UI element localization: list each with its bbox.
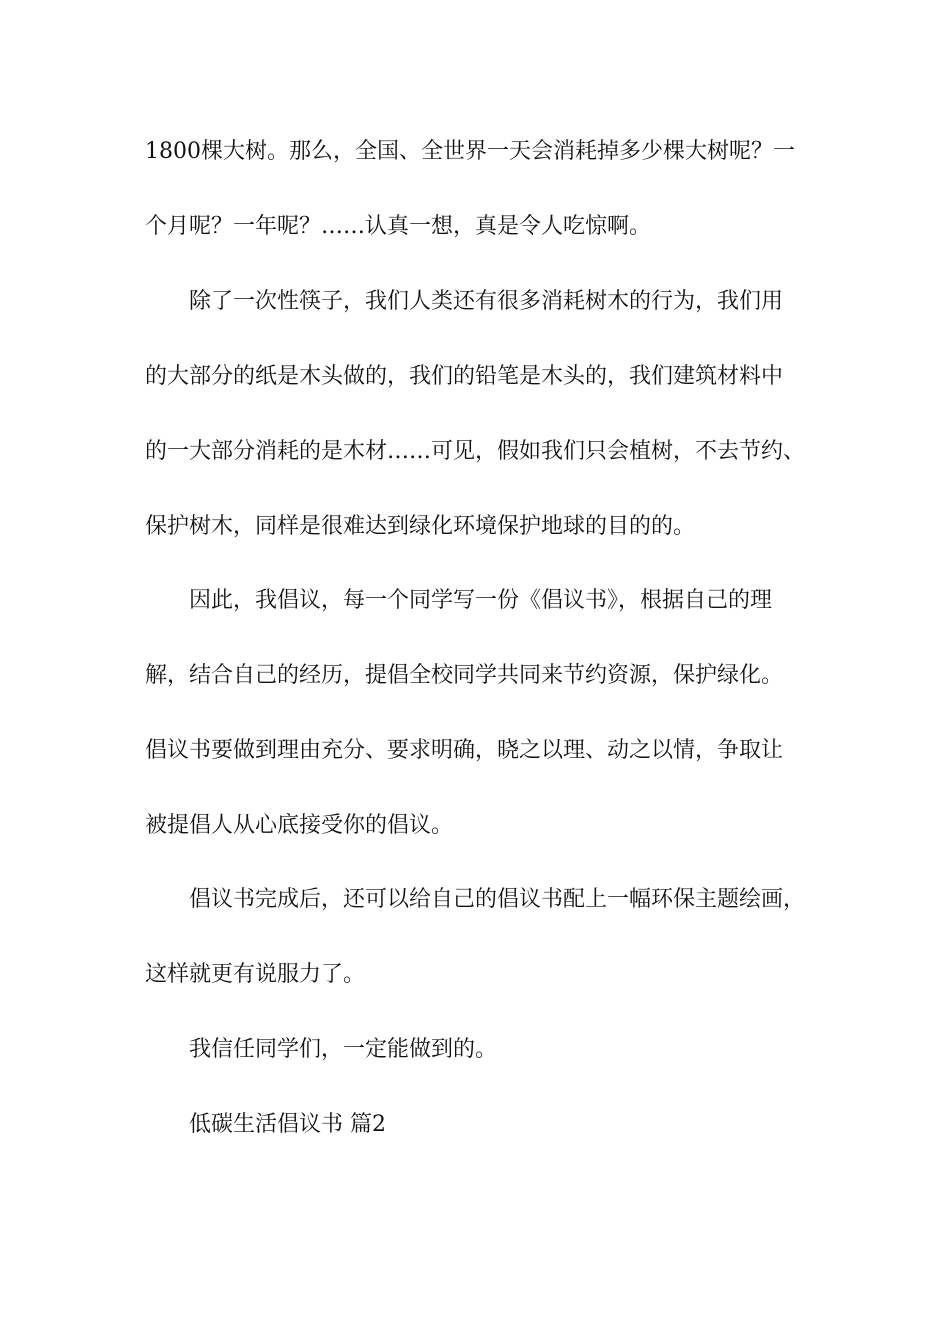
paragraph-5-line-1: 我信任同学们，一定能做到的。 [189, 1037, 498, 1062]
paragraph-3-line-2: 解，结合自己的经历，提倡全校同学共同来节约资源，保护绿化。 [145, 663, 784, 688]
paragraph-3-line-1: 因此，我倡议，每一个同学写一份《倡议书》，根据自己的理 [189, 588, 773, 613]
paragraph-2-line-2: 的大部分的纸是木头做的，我们的铅笔是木头的，我们建筑材料中 [145, 364, 784, 389]
paragraph-4-line-2: 这样就更有说服力了。 [145, 962, 366, 987]
paragraph-2-line-4: 保护树木，同样是很难达到绿化环境保护地球的目的的。 [145, 514, 696, 539]
paragraph-3-line-4: 被提倡人从心底接受你的倡议。 [145, 813, 454, 838]
text-line-2: 个月呢？一年呢？……认真一想，真是令人吃惊啊。 [145, 214, 652, 239]
section-heading: 低碳生活倡议书 篇2 [189, 1112, 386, 1137]
paragraph-4-line-1: 倡议书完成后，还可以给自己的倡议书配上一幅环保主题绘画， [189, 887, 806, 912]
paragraph-2-line-3: 的一大部分消耗的是木材……可见，假如我们只会植树，不去节约、 [145, 439, 806, 464]
text-line-1: 1800棵大树。那么，全国、全世界一天会消耗掉多少棵大树呢？一 [145, 139, 795, 164]
paragraph-3-line-3: 倡议书要做到理由充分、要求明确，晓之以理、动之以情，争取让 [145, 738, 784, 763]
paragraph-2-line-1: 除了一次性筷子，我们人类还有很多消耗树木的行为，我们用 [189, 289, 784, 314]
